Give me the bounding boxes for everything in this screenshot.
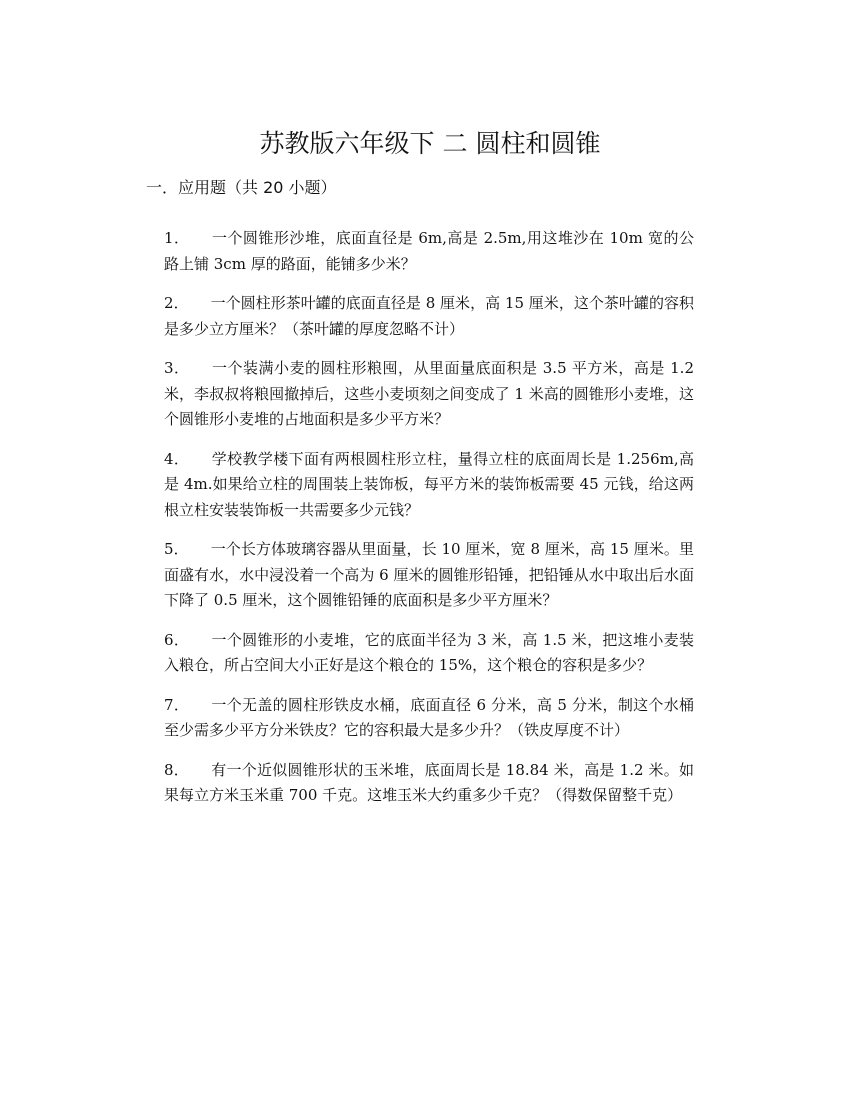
question-text: 学校教学楼下面有两根圆柱形立柱，量得立柱的底面周长是 1.256m,高是 4m.如果给立柱的周围装上装饰板，每平方米的装饰板需要 45 元钱，给这两根立柱安装装饰板一共需要多少元钱？ [164,449,694,519]
question-text: 一个圆柱形茶叶罐的底面直径是 8 厘米，高 15 厘米，这个茶叶罐的容积是多少立方厘米？（茶叶罐的厚度忽略不计） [164,294,694,338]
question-number: 2． [164,294,189,312]
question-number: 8． [164,760,190,779]
question-item-2 [164,291,694,342]
question-list [164,226,694,823]
question-text: 一个无盖的圆柱形铁皮水桶，底面直径 6 分米，高 5 分米，制这个水桶至少需多少平方分米铁皮？它的容积最大是多少升？（铁皮厚度不计） [164,695,694,739]
question-text: 一个长方体玻璃容器从里面量，长 10 厘米，宽 8 厘米，高 15 厘米。里面盛有水，水中浸没着一个高为 6 厘米的圆锥形铅锤，把铅锤从水中取出后水面下降了 0.5 厘米，这个圆锥铅锤的底面积是多少平方厘米？ [164,540,694,609]
question-text: 有一个近似圆锥形状的玉米堆，底面周长是 18.84 米，高是 1.2 米。如果每立方米玉米重 700 千克。这堆玉米大约重多少千克？（得数保留整千克） [164,760,695,804]
question-item-4 [164,447,694,524]
question-text: 一个装满小麦的圆柱形粮囤，从里面量底面积是 3.5 平方米，高是 1.2 米，李叔叔将粮囤撤掉后，这些小麦顷刻之间变成了 1 米高的圆锥形小麦堆，这个圆锥形小麦堆的占地面积是多少平方米？ [164,359,694,428]
document-title: 苏教版六年级下 二 圆柱和圆锥 [259,129,601,158]
question-number: 4． [164,449,190,468]
question-item-7 [164,693,694,744]
question-number: 5． [164,540,189,558]
question-number: 1． [164,229,190,247]
question-text: 一个圆锥形的小麦堆，它的底面半径为 3 米，高 1.5 米，把这堆小麦装入粮仓，所占空间大小正好是这个粮仓的 15%，这个粮仓的容积是多少？ [164,630,695,674]
question-item-8 [164,758,694,809]
question-item-6 [164,628,694,679]
question-item-5 [164,537,694,614]
question-number: 7． [164,695,190,714]
question-number: 3． [164,359,190,377]
section-heading: 一．应用题（共 20 小题） [146,178,337,197]
question-item-1 [164,226,694,277]
question-number: 6． [164,630,190,649]
question-text: 一个圆锥形沙堆，底面直径是 6m,高是 2.5m,用这堆沙在 10m 宽的公路上铺 3cm 厚的路面，能铺多少米？ [164,229,694,273]
question-item-3 [164,356,694,433]
